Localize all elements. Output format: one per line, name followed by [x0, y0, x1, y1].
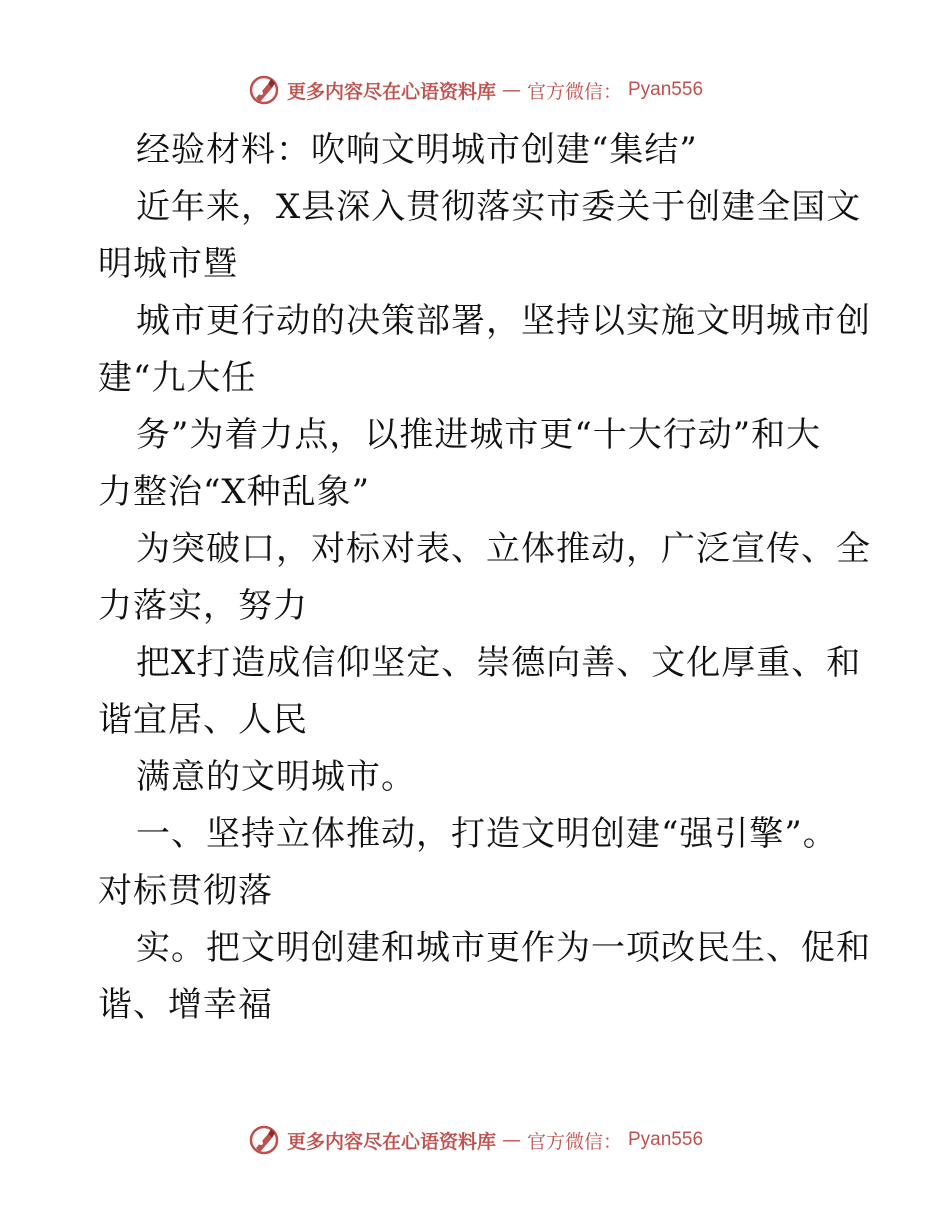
banner-wechat-label: 官方微信： — [526, 1130, 622, 1153]
banner-dash: — — [501, 79, 521, 101]
paragraph-line: 力落实，努力 — [98, 586, 308, 626]
paragraph-line: 为突破口，对标对表、立体推动，广泛宣传、全 — [136, 529, 871, 569]
paragraph-line: 实。把文明创建和城市更作为一项改民生、促和 — [136, 928, 871, 968]
footer-banner — [0, 1120, 950, 1160]
paragraph-line: 谐、增幸福 — [98, 985, 273, 1025]
banner-wechat-id: Pyan556 — [628, 79, 704, 100]
banner-title: 更多内容尽在心语资料库 — [286, 1130, 496, 1153]
paragraph-line: 谐宜居、人民 — [98, 700, 308, 740]
banner-dash: — — [501, 1129, 521, 1151]
paragraph-line: 建“九大任 — [98, 358, 257, 398]
paragraph-line: 把X打造成信仰坚定、崇德向善、文化厚重、和 — [136, 643, 862, 683]
header-banner — [0, 70, 950, 110]
banner-wechat-id: Pyan556 — [628, 1129, 704, 1150]
paragraph-line: 对标贯彻落 — [98, 871, 273, 911]
paragraph-line: 城市更行动的决策部署，坚持以实施文明城市创 — [136, 301, 871, 341]
pen-logo-icon — [247, 1123, 281, 1157]
paragraph-line: 力整治“X种乱象” — [98, 472, 370, 512]
paragraph-line: 明城市暨 — [98, 244, 238, 284]
document-title: 经验材料：吹响文明城市创建“集结” — [136, 130, 698, 170]
document-body — [98, 122, 871, 1034]
pen-logo-icon — [247, 73, 281, 107]
paragraph-line: 满意的文明城市。 — [136, 757, 416, 797]
paragraph-line: 近年来，X县深入贯彻落实市委关于创建全国文 — [136, 187, 862, 227]
paragraph-line: 务”为着力点，以推进城市更“十大行动”和大 — [136, 415, 822, 455]
section-heading: 一、坚持立体推动，打造文明创建“强引擎”。 — [136, 814, 838, 854]
banner-wechat-label: 官方微信： — [526, 80, 622, 103]
banner-title: 更多内容尽在心语资料库 — [286, 80, 496, 103]
